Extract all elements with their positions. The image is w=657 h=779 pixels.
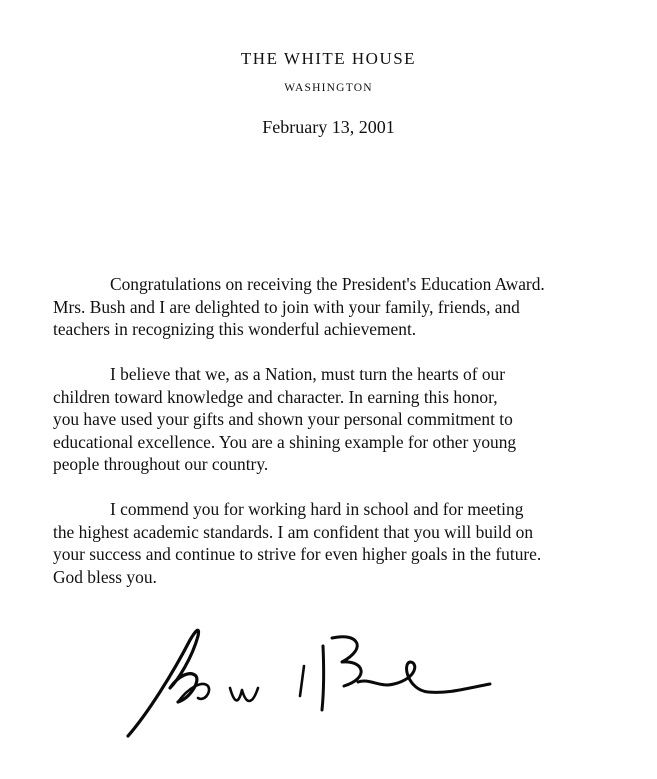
- signature-stroke: [332, 637, 361, 686]
- paragraph-belief: [53, 363, 613, 476]
- text-line: God bless you.: [53, 566, 157, 587]
- text-line: I believe that we, as a Nation, must turn the hearts of our: [110, 364, 506, 384]
- letter-body: [53, 273, 613, 611]
- letterhead-title: THE WHITE HOUSE: [240, 49, 417, 68]
- text-line: people throughout our country.: [53, 454, 269, 474]
- handwritten-signature: [118, 618, 508, 748]
- text-line: educational excellence. You are a shining example for other young: [53, 431, 517, 452]
- signature-stroke: [128, 630, 199, 736]
- text-line: children toward knowledge and character. In earning this honor,: [53, 386, 498, 407]
- letter-date: February 13, 2001: [262, 117, 395, 137]
- text-line: I commend you for working hard in school and for meeting: [110, 499, 524, 519]
- text-line: you have used your gifts and shown your personal commitment to: [53, 409, 513, 429]
- text-line: the highest academic standards. I am confident that you will build on: [53, 521, 534, 542]
- paragraph-congratulations: [53, 273, 613, 341]
- signature-stroke: [358, 662, 490, 692]
- text-line: teachers in recognizing this wonderful achievement.: [53, 319, 417, 339]
- signature-stroke: [300, 666, 304, 696]
- text-line: your success and continue to strive for even higher goals in the future.: [53, 544, 542, 564]
- signature-stroke: [230, 688, 258, 701]
- signature-stroke: [322, 646, 324, 710]
- paragraph-commendation: [53, 498, 613, 588]
- text-line: Congratulations on receiving the President's Education Award.: [110, 274, 545, 294]
- letterhead-subtitle: WASHINGTON: [284, 82, 373, 94]
- text-line: Mrs. Bush and I are delighted to join with your family, friends, and: [53, 296, 520, 317]
